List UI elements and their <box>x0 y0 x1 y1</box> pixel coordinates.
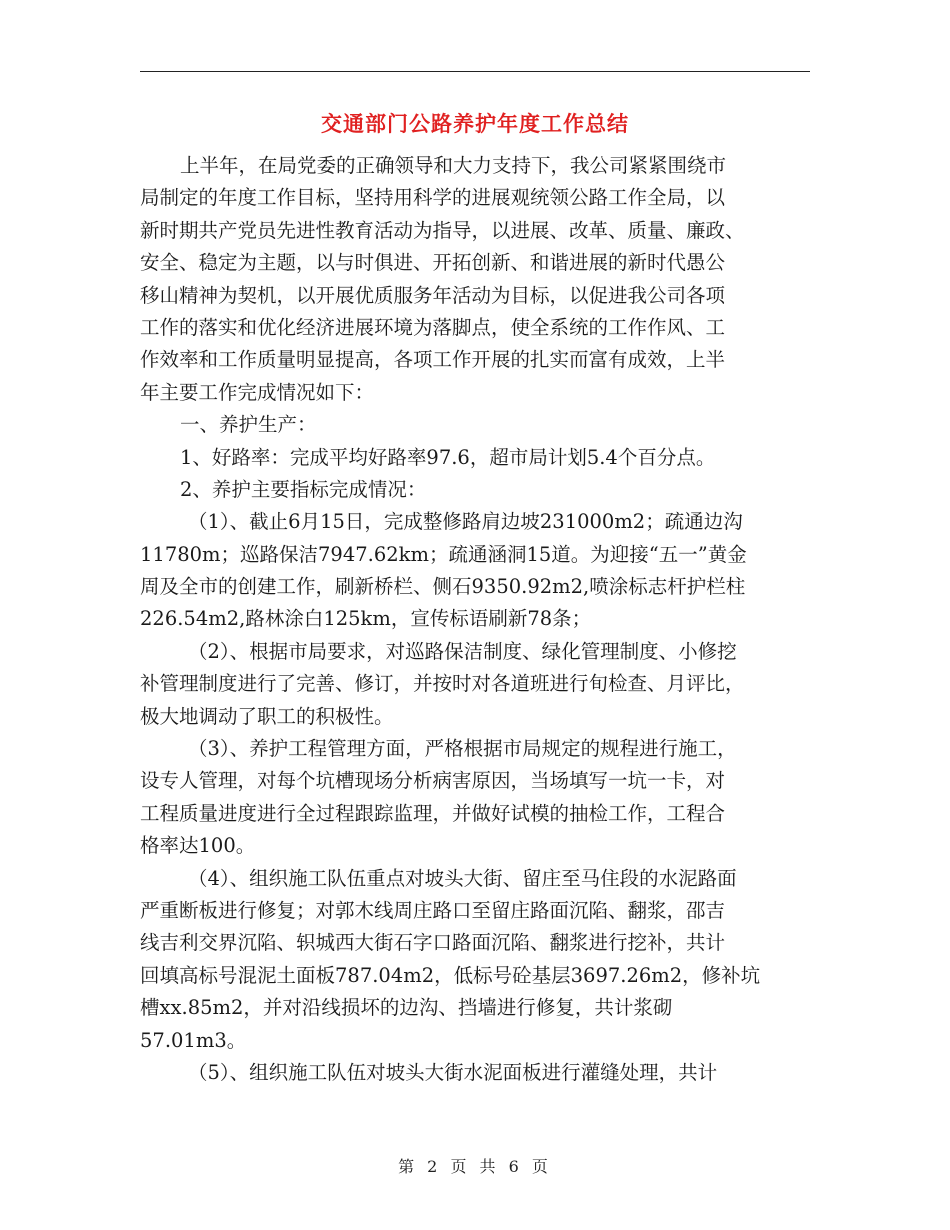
body-line: 线吉利交界沉陷、轵城西大街石字口路面沉陷、翻浆进行挖补，共计 <box>140 931 726 955</box>
body-line: 槽xx.85m2，并对沿线损坏的边沟、挡墙进行修复，共计浆砌 <box>140 996 673 1020</box>
body-line: （5）、组织施工队伍对坡头大街水泥面板进行灌缝处理，共计 <box>188 1060 718 1084</box>
body-line: 补管理制度进行了完善、修订，并按时对各道班进行旬检查、月评比， <box>140 672 745 696</box>
body-line: 移山精神为契机，以开展优质服务年活动为目标，以促进我公司各项 <box>140 283 726 307</box>
body-line: 新时期共产党员先进性教育活动为指导，以进展、改革、质量、廉政、 <box>140 218 745 242</box>
body-line: （1）、截止6月15日，完成整修路肩边坡231000m2；疏通边沟 <box>188 510 743 534</box>
body-line: 年主要工作完成情况如下： <box>140 380 375 404</box>
body-line: （4）、组织施工队伍重点对坡头大街、留庄至马住段的水泥路面 <box>188 866 737 890</box>
body-line: 57.01m3。 <box>140 1028 247 1052</box>
page-footer: 第 2 页 共 6 页 <box>398 1157 552 1176</box>
body-line: 作效率和工作质量明显提高，各项工作开展的扎实而富有成效，上半 <box>140 348 726 372</box>
section-heading: 一、养护生产： <box>180 413 317 437</box>
body-line: 工作的落实和优化经济进展环境为落脚点，使全系统的工作作风、工 <box>140 315 726 339</box>
body-line: 11780m；巡路保洁7947.62km；疏通涵洞15道。为迎接“五一”黄金 <box>140 542 747 566</box>
body-line: 工程质量进度进行全过程跟踪监理，并做好试模的抽检工作，工程合 <box>140 801 726 825</box>
body-line: 回填高标号混泥土面板787.04m2，低标号砼基层3697.26m2，修补坑 <box>140 963 761 987</box>
body-line: 周及全市的创建工作，刷新桥栏、侧石9350.92m2,喷涂标志杆护栏柱 <box>140 575 746 599</box>
body-line: 226.54m2,路林涂白125km，宣传标语刷新78条； <box>140 607 592 631</box>
body-line: 1、好路率：完成平均好路率97.6，超市局计划5.4个百分点。 <box>180 445 716 469</box>
body-line: 极大地调动了职工的积极性。 <box>140 704 394 728</box>
body-line: 上半年，在局党委的正确领导和大力支持下，我公司紧紧围绕市 <box>180 154 727 177</box>
body-line: 局制定的年度工作目标，坚持用科学的进展观统领公路工作全局，以 <box>140 186 726 210</box>
document-body <box>140 150 810 1089</box>
body-line: （2）、根据市局要求，对巡路保洁制度、绿化管理制度、小修挖 <box>188 639 737 663</box>
body-line: 严重断板进行修复；对郭木线周庄路口至留庄路面沉陷、翻浆，邵吉 <box>140 898 726 922</box>
document-title: 交通部门公路养护年度工作总结 <box>321 112 629 136</box>
body-line: 安全、稳定为主题，以与时俱进、开拓创新、和谐进展的新时代愚公 <box>140 251 726 275</box>
body-line: （3）、养护工程管理方面，严格根据市局规定的规程进行施工， <box>188 737 737 761</box>
body-line: 2、养护主要指标完成情况： <box>180 477 427 501</box>
header-rule <box>140 71 810 72</box>
body-line: 设专人管理，对每个坑槽现场分析病害原因，当场填写一坑一卡，对 <box>140 769 726 793</box>
body-line: 格率达100。 <box>140 834 256 858</box>
